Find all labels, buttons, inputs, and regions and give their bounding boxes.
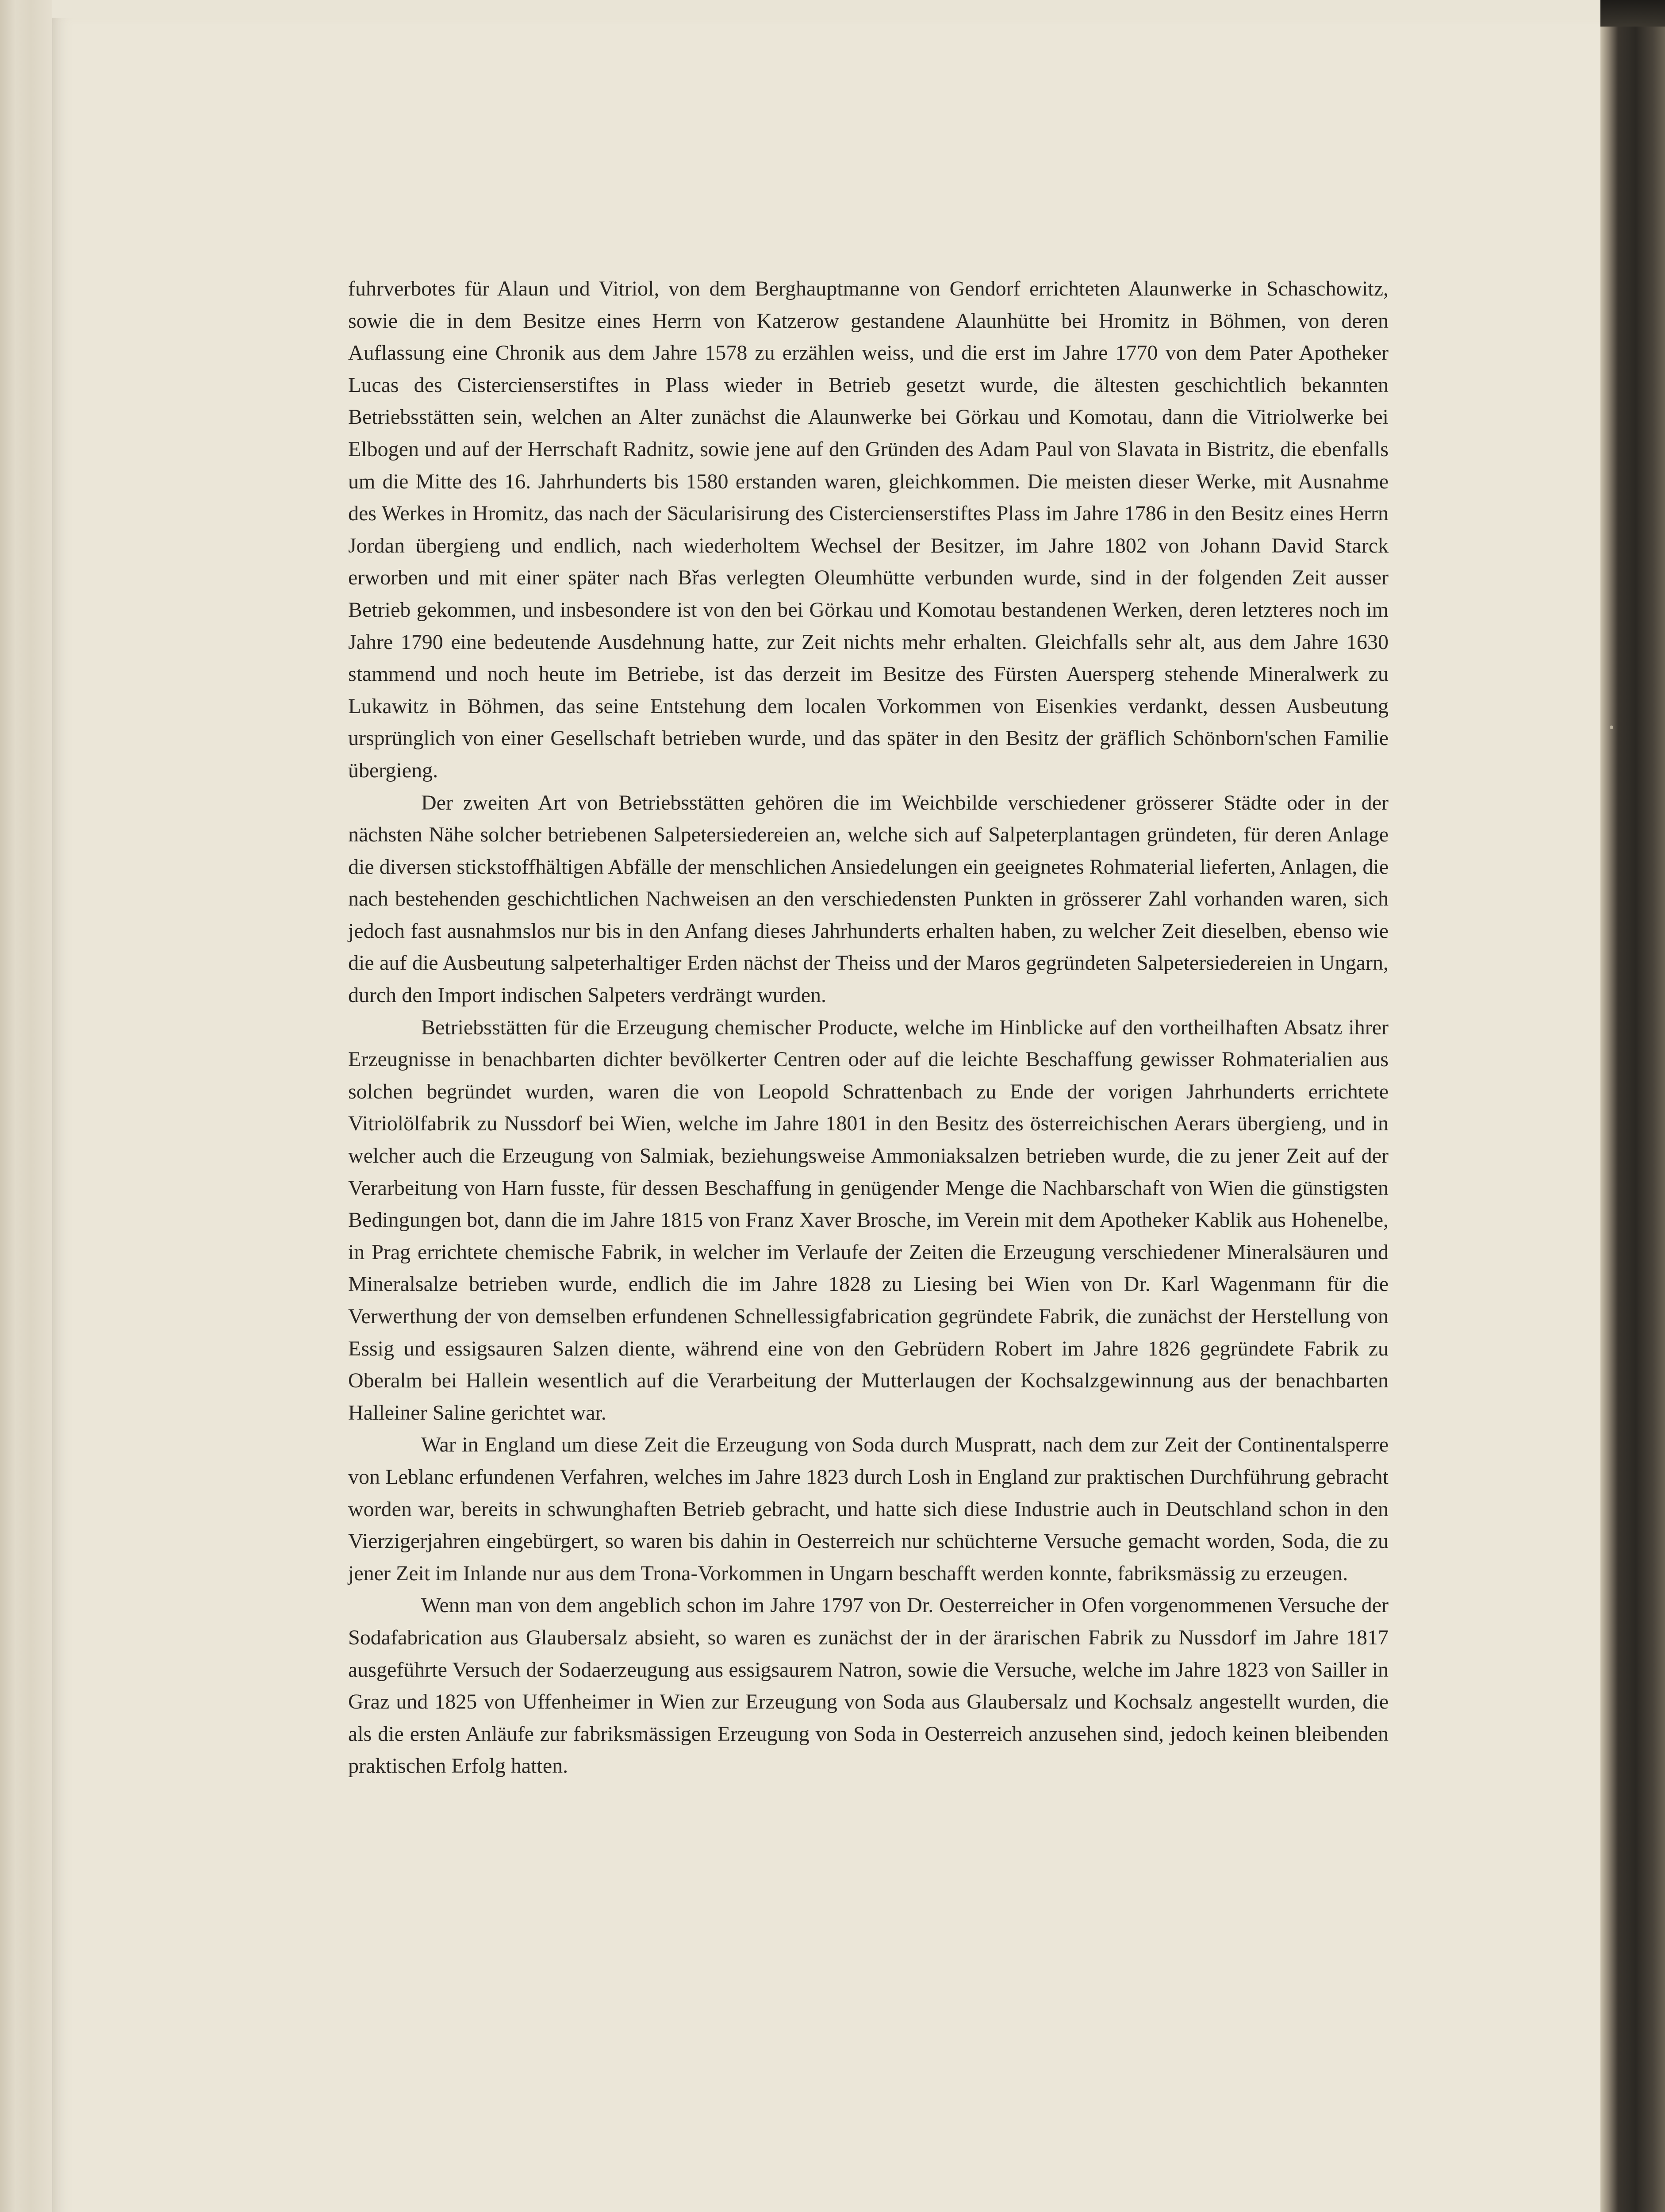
paragraph-2: Der zweiten Art von Betriebsstätten gehören die im Weichbilde verschiedener grösserer Städte oder in der nächsten Nähe solcher betriebenen Salpetersiedereien an, welche sich auf Salpeterplantagen gründeten, für deren Anlage die diversen stickstoffhältigen Abfälle der menschlichen Ansiedelungen ein geeignetes Rohmaterial lieferten, Anlagen, die nach bestehenden geschichtlichen Nachweisen an den verschiedensten Punkten in grösserer Zahl vorhanden waren, sich jedoch fast ausnahmslos nur bis in den Anfang dieses Jahrhunderts erhalten haben, zu welcher Zeit dieselben, ebenso wie die auf die Ausbeutung salpeterhaltiger Erden nächst der Theiss und der Maros gegründeten Salpetersiedereien in Ungarn, durch den Import indischen Salpeters verdrängt wurden. bbox=[348, 791, 1389, 1007]
book-binding bbox=[1600, 0, 1665, 2212]
paper-speck bbox=[1610, 726, 1613, 729]
paragraph-4: War in England um diese Zeit die Erzeugung von Soda durch Muspratt, nach dem zur Zeit der Continentalsperre von Leblanc erfundenen Verfahren, welches im Jahre 1823 durch Losh in England zur praktischen Durchführung gebracht worden war, bereits in schwunghaften Betrieb gebracht, und hatte sich diese Industrie auch in Deutschland schon in den Vierzigerjahren eingebürgert, so waren bis dahin in Oesterreich nur schüchterne Versuche gemacht worden, Soda, die zu jener Zeit im Inlande nur aus dem Trona-Vorkommen in Ungarn beschafft werden konnte, fabriksmässig zu erzeugen. bbox=[348, 1433, 1389, 1585]
paragraph-5: Wenn man von dem angeblich schon im Jahre 1797 von Dr. Oesterreicher in Ofen vorgenommenen Versuche der Sodafabrication aus Glaubersalz absieht, so waren es zunächst der in der ärarischen Fabrik zu Nussdorf im Jahre 1817 ausgeführte Versuch der Sodaerzeugung aus essigsaurem Natron, sowie die Versuche, welche im Jahre 1823 von Sailler in Graz und 1825 von Uffenheimer in Wien zur Erzeugung von Soda aus Glaubersalz und Kochsalz angestellt wurden, die als die ersten Anläufe zur fabriksmässigen Erzeugung von Soda in Oesterreich anzusehen sind, jedoch keinen bleibenden praktischen Erfolg hatten. bbox=[348, 1594, 1389, 1778]
body-text bbox=[348, 273, 1389, 1782]
left-page-edge bbox=[0, 0, 52, 2212]
paragraph-1: fuhrverbotes für Alaun und Vitriol, von dem Berghauptmanne von Gendorf errichteten Alaunwerke in Schaschowitz, sowie die in dem Besitze eines Herrn von Katzerow gestandene Alaunhütte bei Hromitz in Böhmen, von deren Auflassung eine Chronik aus dem Jahre 1578 zu erzählen weiss, und die erst im Jahre 1770 von dem Pater Apotheker Lucas des Cistercienserstiftes in Plass wieder in Betrieb gesetzt wurde, die ältesten geschichtlich bekannten Betriebsstätten sein, welchen an Alter zunächst die Alaunwerke bei Görkau und Komotau, dann die Vitriolwerke bei Elbogen und auf der Herrschaft Radnitz, sowie jene auf den Gründen des Adam Paul von Slavata in Bistritz, die ebenfalls um die Mitte des 16. Jahrhunderts bis 1580 erstanden waren, gleichkommen. Die meisten dieser Werke, mit Ausnahme des Werkes in Hromitz, das nach der Säcularisirung des Cistercienserstiftes Plass im Jahre 1786 in den Besitz eines Herrn Jordan übergieng und endlich, nach wiederholtem Wechsel der Besitzer, im Jahre 1802 von Johann David Starck erworben und mit einer später nach Břas verlegten Oleumhütte verbunden wurde, sind in der folgenden Zeit ausser Betrieb gekommen, und insbesondere ist von den bei Görkau und Komotau bestandenen Werken, deren letzteres noch im Jahre 1790 eine bedeutende Ausdehnung hatte, zur Zeit nichts mehr erhalten. Gleichfalls sehr alt, aus dem Jahre 1630 stammend und noch heute im Betriebe, ist das derzeit im Besitze des Fürsten Auersperg stehende Mineralwerk zu Lukawitz in Böhmen, das seine Entstehung dem localen Vorkommen von Eisenkies verdankt, dessen Ausbeutung ursprünglich von einer Gesellschaft betrieben wurde, und das später in den Besitz der gräflich Schönborn'schen Familie übergieng. bbox=[348, 277, 1389, 782]
paragraph-3: Betriebsstätten für die Erzeugung chemischer Producte, welche im Hinblicke auf den vortheilhaften Absatz ihrer Erzeugnisse in benachbarten dichter bevölkerter Centren oder auf die leichte Beschaffung gewisser Rohmaterialien aus solchen begründet wurden, waren die von Leopold Schrattenbach zu Ende der vorigen Jahrhunderts errichtete Vitriolölfabrik zu Nussdorf bei Wien, welche im Jahre 1801 in den Besitz des österreichischen Aerars übergieng, und in welcher auch die Erzeugung von Salmiak, beziehungsweise Ammoniaksalzen betrieben wurde, die zu jener Zeit auf der Verarbeitung von Harn fusste, für dessen Beschaffung in genügender Menge die Nachbarschaft von Wien die günstigsten Bedingungen bot, dann die im Jahre 1815 von Franz Xaver Brosche, im Verein mit dem Apotheker Kablik aus Hohenelbe, in Prag errichtete chemische Fabrik, in welcher im Verlaufe der Zeiten die Erzeugung verschiedener Mineralsäuren und Mineralsalze betrieben wurde, endlich die im Jahre 1828 zu Liesing bei Wien von Dr. Karl Wagenmann für die Verwerthung der von demselben erfundenen Schnellessigfabrication gegründete Fabrik, die zunächst der Herstellung von Essig und essigsauren Salzen diente, während eine von den Gebrüdern Robert im Jahre 1826 gegründete Fabrik zu Oberalm bei Hallein wesentlich auf die Verarbeitung der Mutterlaugen der Kochsalzgewinnung aus der benachbarten Halleiner Saline gerichtet war. bbox=[348, 1015, 1389, 1425]
binding-corner bbox=[1600, 0, 1665, 27]
